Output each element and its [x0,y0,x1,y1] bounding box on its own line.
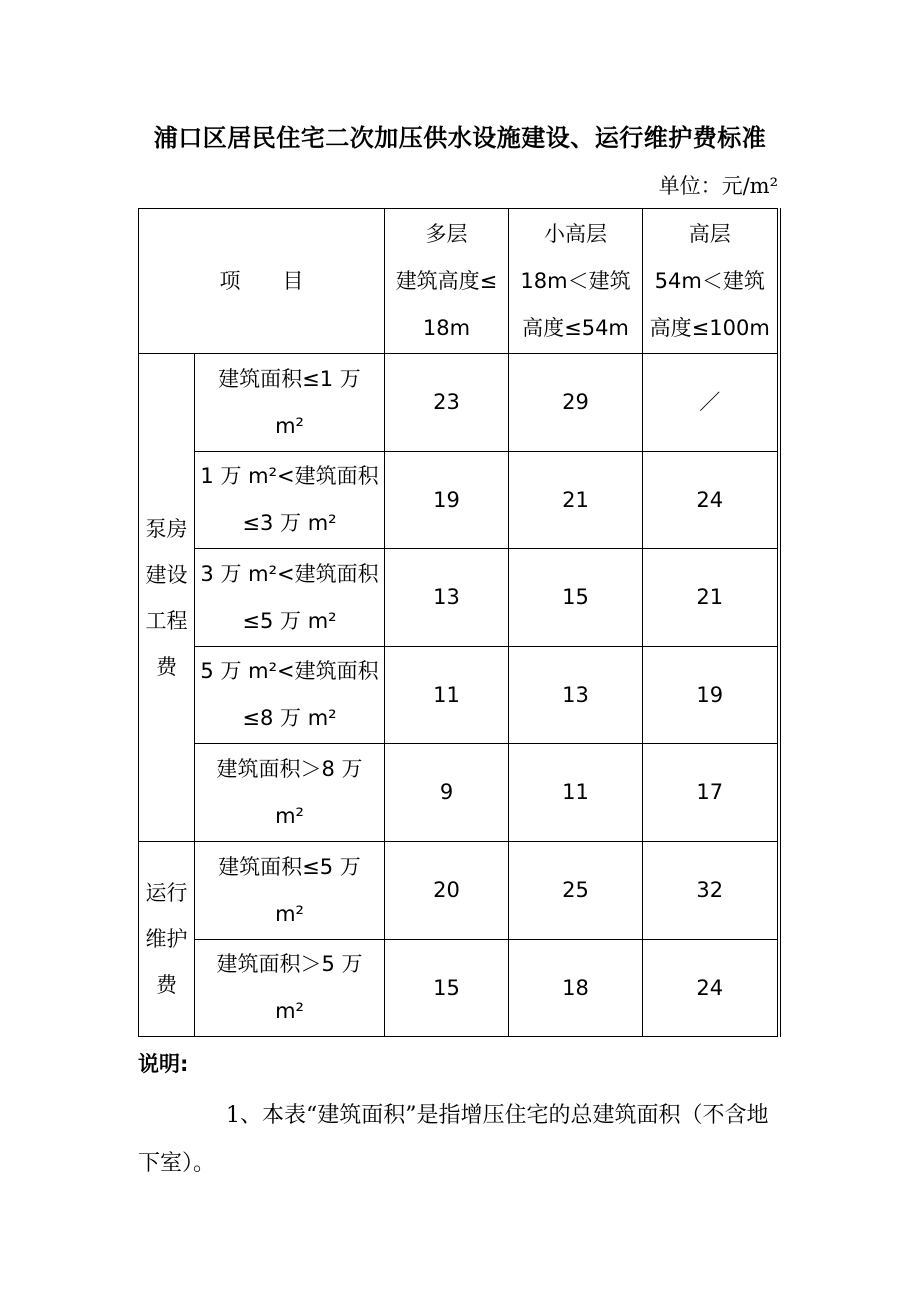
cell: 13 [509,647,643,744]
cell: 25 [509,842,643,940]
table-header-row [139,209,779,354]
cell: 23 [385,354,509,452]
category-operation-maintenance: 运行 维护 费 [139,842,195,1037]
cell: 13 [385,549,509,647]
cell: 15 [509,549,643,647]
table-row [139,549,779,647]
cell: 11 [509,744,643,842]
cell: 17 [643,744,779,842]
cell: 32 [643,842,779,940]
unit-label: 单位：元/m² [658,174,778,198]
cell: 21 [509,452,643,549]
cell: 29 [509,354,643,452]
cell: 24 [643,940,779,1037]
cell: 18 [509,940,643,1037]
cell: 19 [385,452,509,549]
row-label: 建筑面积≤1 万 m² [195,354,385,452]
table-row [139,940,779,1037]
cell: 11 [385,647,509,744]
cell: ／ [643,354,779,452]
notes-heading: 说明: [138,1052,189,1076]
cell: 21 [643,549,779,647]
row-label: 1 万 m²<建筑面积 ≤3 万 m² [195,452,385,549]
cell: 15 [385,940,509,1037]
header-col-mid-rise: 小高层 18m＜建筑 高度≤54m [509,209,643,354]
row-label: 5 万 m²<建筑面积 ≤8 万 m² [195,647,385,744]
row-label: 3 万 m²<建筑面积 ≤5 万 m² [195,549,385,647]
table-row [139,354,779,452]
cell: 20 [385,842,509,940]
note-item: 1、本表“建筑面积”是指增压住宅的总建筑面积（不含地下室）。 [138,1103,769,1176]
table-row [139,647,779,744]
header-col-multi-storey: 多层 建筑高度≤ 18m [385,209,509,354]
header-col-high-rise: 高层 54m＜建筑 高度≤100m [643,209,779,354]
cell: 24 [643,452,779,549]
fee-table [138,208,781,1037]
row-label: 建筑面积≤5 万 m² [195,842,385,940]
header-item: 项 目 [139,209,385,354]
document-title: 浦口区居民住宅二次加压供水设施建设、运行维护费标准 [153,124,767,152]
table-row [139,744,779,842]
row-label: 建筑面积＞5 万 m² [195,940,385,1037]
category-pump-room: 泵房 建设 工程 费 [139,354,195,842]
cell: 19 [643,647,779,744]
row-label: 建筑面积＞8 万 m² [195,744,385,842]
cell: 9 [385,744,509,842]
table-row [139,842,779,940]
table-row [139,452,779,549]
